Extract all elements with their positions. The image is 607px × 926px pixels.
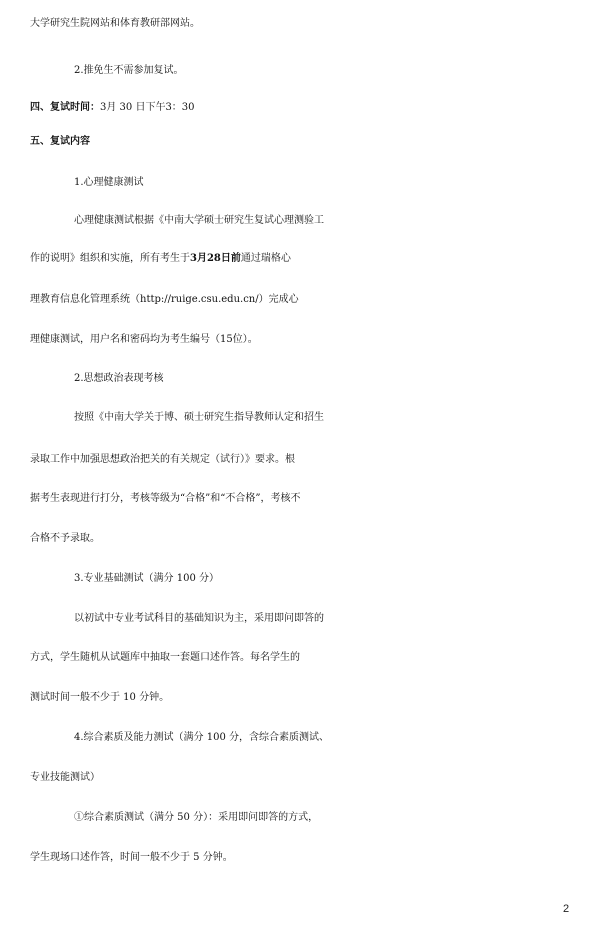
subsection-title: 2.思想政治表现考核 bbox=[74, 373, 164, 384]
section-heading-time bbox=[0, 96, 607, 120]
interview-time: 3月 30 日下午3：30 bbox=[100, 102, 195, 113]
text-line: 学生现场口述作答，时间一般不少于 5 分钟。 bbox=[30, 852, 233, 863]
text-line: ①综合素质测试（满分 50 分）：采用即问即答的方式， bbox=[74, 812, 319, 823]
text-line: 以初试中专业考试科目的基础知识为主，采用即问即答的 bbox=[74, 613, 324, 624]
text-line: 按照《中南大学关于博、硕士研究生指导教师认定和招生 bbox=[74, 412, 324, 423]
subsection-title: 4.综合素质及能力测试（满分 100 分，含综合素质测试、 bbox=[74, 732, 329, 743]
subsection-title: 1.心理健康测试 bbox=[74, 177, 144, 188]
text-line: 理教育信息化管理系统（http://ruige.csu.edu.cn/）完成心 bbox=[30, 294, 299, 305]
subsection-title: 3.专业基础测试（满分 100 分） bbox=[74, 573, 219, 584]
text-line: 据考生表现进行打分，考核等级为“合格”和“不合格”，考核不 bbox=[30, 493, 301, 504]
text-line: 专业技能测试） bbox=[30, 772, 100, 783]
text-line: 方式，学生随机从试题库中抽取一套题口述作答。每名学生的 bbox=[30, 652, 300, 663]
text-span: 作的说明》组织和实施，所有考生于 bbox=[30, 253, 190, 264]
text-line: 大学研究生院网站和体育教研部网站。 bbox=[30, 18, 200, 29]
text-line: 合格不予录取。 bbox=[30, 533, 100, 544]
text-line: 2.推免生不需参加复试。 bbox=[74, 65, 184, 76]
deadline-date: 3月28日前 bbox=[190, 253, 241, 264]
text-line bbox=[0, 247, 607, 271]
section-heading-content: 五、复试内容 bbox=[30, 136, 90, 147]
text-span: 通过瑞格心 bbox=[240, 253, 291, 264]
text-line: 理健康测试，用户名和密码均为考生编号（15位）。 bbox=[30, 334, 258, 345]
text-line: 心理健康测试根据《中南大学硕士研究生复试心理测验工 bbox=[74, 215, 324, 226]
section-heading-label: 四、复试时间： bbox=[30, 102, 100, 113]
page-number: 2 bbox=[563, 903, 570, 915]
text-line: 测试时间一般不少于 10 分钟。 bbox=[30, 692, 170, 703]
text-line: 录取工作中加强思想政治把关的有关规定（试行）》要求。根 bbox=[30, 454, 295, 465]
